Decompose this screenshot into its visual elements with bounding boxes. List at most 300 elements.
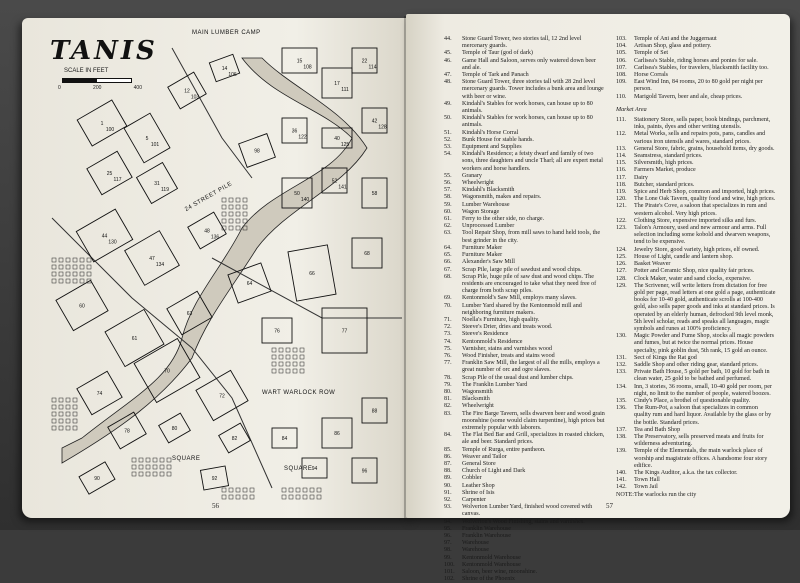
entry-text: Lumber Warehouse — [462, 201, 510, 208]
entry-number: 75. — [444, 345, 452, 352]
house-square — [153, 472, 157, 476]
entry-text: Saloon, beer wine, moonshine. — [462, 569, 538, 576]
entry-text: Equipment and Supplies — [462, 144, 522, 151]
entry-text: Wood Finisher, treats and stains wood — [462, 352, 555, 359]
key-column-right — [616, 36, 776, 499]
key-entry — [444, 533, 606, 540]
entry-number: 85. — [444, 446, 452, 453]
key-entry — [444, 468, 606, 475]
lot-number: 44 — [101, 233, 108, 240]
lot-number: 47 — [149, 256, 155, 262]
entry-number: 130. — [616, 333, 627, 340]
entry-text: Talon's Armoury, used and new armour and arms. Full selection including some kobold and dwarven weapons, tend to be expensive. — [634, 225, 771, 246]
house-square — [229, 495, 233, 499]
key-entry — [444, 79, 606, 101]
road-north — [172, 48, 252, 178]
entry-text: Alexander's Saw Mill — [462, 259, 515, 266]
house-square — [303, 495, 307, 499]
entry-text: Temple of the Elementals, the main warlock place of worship and magistrate offices. A handsome four story edifice. — [634, 448, 768, 469]
key-entry — [616, 58, 776, 65]
entry-number: 116. — [616, 167, 627, 174]
entry-text: Stationery Store, sells paper, book bindings, parchment, inks, paints, dyes and other writing utensils. — [634, 117, 771, 131]
key-entry — [444, 180, 606, 187]
key-entry — [616, 470, 776, 477]
house-square — [153, 458, 157, 462]
entry-text: Metal Works, sells and repairs pots, pans, candles and various iron utensils and wares, standard prices. — [634, 131, 766, 145]
key-entry — [444, 259, 606, 266]
house-square — [80, 258, 84, 262]
entry-number: 73. — [444, 331, 452, 338]
entry-text: Wheelwright — [462, 180, 494, 187]
house-square — [66, 412, 70, 416]
entry-text: Cindy's Place, a brothel of questionable quality. — [634, 397, 751, 404]
key-entry — [444, 295, 606, 302]
entry-text: Kentonmold Warehouse — [462, 561, 521, 568]
entry-number: 72. — [444, 324, 452, 331]
key-entry — [616, 72, 776, 79]
entry-number: 103. — [616, 36, 627, 42]
house-square — [52, 426, 56, 430]
lot-number: 17 — [334, 81, 340, 87]
entry-number: 83. — [444, 410, 452, 417]
entry-number: 138. — [616, 433, 627, 440]
house-square — [139, 472, 143, 476]
entry-text: Blacksmith — [462, 396, 490, 403]
river — [62, 58, 367, 463]
house-square — [167, 465, 171, 469]
entry-number: 136. — [616, 405, 627, 412]
house-square — [52, 265, 56, 269]
entry-text: Temple of Tark and Panach — [462, 72, 529, 79]
entry-number: 48. — [444, 79, 452, 86]
house-square — [80, 265, 84, 269]
house-square — [279, 369, 283, 373]
entry-text: The Preservatory, sells preserved meats and fruits for wilderness adventuring. — [634, 433, 764, 448]
lot-number: 68 — [364, 251, 370, 257]
key-entry — [444, 331, 606, 338]
key-entry — [444, 137, 606, 144]
key-entry — [616, 36, 776, 43]
lot-number: 78 — [124, 428, 130, 435]
house-square — [296, 488, 300, 492]
entry-number: 58. — [444, 194, 452, 201]
entry-text: Scrap Pile of the usual dust and lumber chips. — [462, 374, 574, 381]
key-entry — [444, 187, 606, 194]
key-entry — [444, 115, 606, 129]
entry-number: 81. — [444, 396, 452, 403]
house-square — [293, 348, 297, 352]
house-square — [279, 348, 283, 352]
key-entry — [616, 355, 776, 362]
house-square — [59, 258, 63, 262]
entry-text: Church of Light and Dark — [462, 468, 526, 475]
entry-number: 118. — [616, 181, 627, 188]
scale-bar — [62, 78, 132, 83]
house-square — [229, 205, 233, 209]
entry-number: 92. — [444, 497, 452, 503]
label-pile: 24 STREET PILE — [184, 181, 234, 213]
entry-text: Temple of Ani and the Juggernaut — [634, 36, 717, 42]
house-square — [146, 472, 150, 476]
house-square — [59, 265, 63, 269]
house-square — [229, 226, 233, 230]
entry-number: 67. — [444, 266, 452, 273]
entry-number: 102. — [444, 576, 455, 583]
key-entry — [444, 360, 606, 374]
entry-number: 68. — [444, 273, 452, 280]
entry-number: 127. — [616, 268, 627, 275]
entry-number: 63. — [444, 230, 452, 237]
entry-text: Franklin Warehouse — [462, 533, 511, 540]
entry-text: Kindahl's Residence; a feisty dwarf and family of two sons, three daughters and uncle Tharl; all are expert metal workers and horse handlers. — [462, 151, 604, 172]
entry-text: Wagon Storage — [462, 208, 500, 215]
house-square — [139, 465, 143, 469]
house-square — [229, 488, 233, 492]
house-square — [272, 362, 276, 366]
house-square — [73, 419, 77, 423]
lot-number: 70 — [164, 368, 170, 375]
house-square — [160, 472, 164, 476]
entry-number: 122. — [616, 217, 627, 224]
lot-number: 84 — [281, 436, 288, 442]
house-square — [303, 488, 307, 492]
house-square — [59, 405, 63, 409]
entry-text: General Store, fabric, grains, household items, dry goods. — [634, 145, 775, 152]
house-square — [73, 265, 77, 269]
entry-number: 54. — [444, 151, 452, 158]
lot-number: 58 — [371, 191, 378, 197]
right-page-key — [406, 14, 790, 583]
entry-text: Cobbler — [462, 475, 482, 482]
lot-number: 94 — [311, 466, 318, 472]
scale-ticks — [58, 85, 142, 91]
house-square — [146, 465, 150, 469]
lot-number: 60 — [79, 303, 85, 310]
scale-tick: 400 — [133, 85, 142, 91]
key-entry — [444, 432, 606, 446]
key-entry — [616, 427, 776, 434]
house-square — [80, 272, 84, 276]
entry-text: Kentonmold's Residence — [462, 338, 523, 345]
entry-number: 124. — [616, 246, 627, 253]
house-square — [236, 226, 240, 230]
key-entry — [444, 50, 606, 57]
house-square — [243, 198, 247, 202]
entry-text: Potter and Ceramic Shop, nice quality fair prices. — [634, 268, 755, 275]
house-square — [282, 488, 286, 492]
key-entry — [616, 448, 776, 470]
lot-number: 92 — [211, 476, 218, 482]
key-entry — [444, 36, 606, 50]
key-entry — [616, 218, 776, 225]
entry-number: 70. — [444, 302, 452, 309]
entry-text: Wolverton's Wood Finishing, stains and varnishes. — [462, 518, 585, 525]
key-entry — [444, 151, 606, 173]
entry-number: 133. — [616, 369, 627, 376]
lot-number: 82 — [231, 436, 238, 442]
scale-label: SCALE IN FEET — [64, 68, 109, 74]
house-square — [293, 369, 297, 373]
house-square — [222, 205, 226, 209]
entry-text: Steeve's Residence — [462, 331, 509, 338]
entry-text: Silversmith, high prices. — [634, 160, 694, 167]
house-square — [73, 258, 77, 262]
key-entry — [616, 131, 776, 145]
key-entry — [616, 65, 776, 72]
entry-text: Saddle Shop and other riding gear, standard prices. — [634, 361, 759, 368]
house-square — [59, 279, 63, 283]
key-entry — [444, 202, 606, 209]
lot-number: 106 — [228, 72, 237, 78]
entry-text: Tea and Bath Shop — [634, 426, 681, 433]
key-entry — [444, 555, 606, 562]
house-square — [73, 426, 77, 430]
key-entry — [616, 484, 776, 491]
entry-number: 44. — [444, 36, 452, 42]
house-square — [229, 198, 233, 202]
key-entry — [616, 79, 776, 93]
lot-number: 80 — [171, 426, 178, 432]
lot-number: 130 — [108, 239, 117, 246]
lot-number: 114 — [368, 64, 377, 71]
lot-number: 77 — [341, 328, 348, 335]
entry-text: Butcher, standard prices. — [634, 181, 695, 188]
lot-number: 5 — [145, 136, 149, 142]
lot-number: 88 — [371, 408, 378, 415]
page-number-right: 57 — [606, 502, 613, 510]
house-square — [300, 348, 304, 352]
entry-number: 111. — [616, 117, 627, 124]
key-entry — [444, 317, 606, 324]
key-entry — [616, 50, 776, 57]
lot-number: 72 — [219, 393, 225, 400]
entry-text: Noella's Furniture, high quality. — [462, 316, 540, 323]
house-square — [243, 495, 247, 499]
house-square — [289, 495, 293, 499]
entry-text: Wagonsmith — [462, 388, 493, 395]
house-square — [272, 355, 276, 359]
label-square-east: SQUARE — [284, 466, 313, 472]
entry-number: 93. — [444, 504, 452, 511]
key-entry — [444, 526, 606, 533]
entry-text: Shrine of Isis — [462, 489, 495, 496]
entry-text: Kentonmold Warehouse — [462, 554, 521, 561]
entry-text: Carlisea's Stables, for travelers, blacksmith facility too. — [634, 64, 769, 71]
lot-number: 36 — [291, 128, 298, 135]
key-entry — [616, 160, 776, 167]
key-entry — [444, 303, 606, 317]
entry-number: 109. — [616, 79, 627, 86]
entry-text: General Store — [462, 460, 496, 467]
entry-number: 105. — [616, 50, 627, 57]
entry-number: 117. — [616, 174, 627, 181]
entry-text: Varnisher, stains and varnishes wood — [462, 345, 552, 352]
key-entry — [444, 194, 606, 201]
key-entry — [616, 333, 776, 355]
key-entry — [444, 274, 606, 296]
house-square — [250, 495, 254, 499]
key-entry — [444, 562, 606, 569]
lot-number: 40 — [334, 136, 340, 142]
entry-text: Carlisea's Stable, riding horses and ponies for sale. — [634, 57, 758, 64]
key-entry — [444, 490, 606, 497]
house-square — [59, 398, 63, 402]
entry-text: Kindahl's Horse Corral — [462, 129, 519, 136]
entry-text: Stone Guard Tower, two stories tall, 12 2nd level mercenary guards. — [462, 36, 582, 50]
label-warlock-row: WART WARLOCK ROW — [262, 390, 336, 396]
lot-number: 14 — [221, 66, 228, 72]
entry-number: 119. — [616, 189, 627, 196]
house-square — [73, 272, 77, 276]
label-square-west: SQUARE — [172, 456, 201, 462]
entry-number: 129. — [616, 282, 627, 289]
entry-number: 82. — [444, 403, 452, 410]
entry-text: Carpenter — [462, 497, 487, 503]
key-entry — [444, 382, 606, 389]
entry-text: Steeve's Drier, dries and treats wood. — [462, 324, 553, 331]
house-square — [243, 205, 247, 209]
entry-text: House of Light, candle and lantern shop. — [634, 253, 734, 260]
lot-number: 86 — [334, 431, 340, 437]
key-entry — [444, 519, 606, 526]
entry-number: 125. — [616, 253, 627, 260]
house-square — [59, 419, 63, 423]
house-square — [236, 205, 240, 209]
entry-text: Furniture Maker — [462, 252, 503, 259]
key-entry — [444, 454, 606, 461]
key-entry — [444, 173, 606, 180]
key-entry — [444, 403, 606, 410]
key-entry — [616, 196, 776, 203]
lot-number: 101 — [150, 142, 160, 148]
key-entry — [444, 72, 606, 79]
lot-number: 12 — [184, 88, 190, 95]
house-square — [52, 398, 56, 402]
entry-text: Shrine of the Phoenix — [462, 576, 515, 583]
house-square — [59, 412, 63, 416]
lot-number: 122 — [298, 134, 307, 141]
key-entry — [444, 209, 606, 216]
entry-number: 99. — [444, 554, 452, 561]
key-entry — [444, 547, 606, 554]
key-entries-top — [616, 36, 776, 101]
entry-number: 60. — [444, 208, 452, 215]
key-entry — [616, 254, 776, 261]
house-square — [272, 369, 276, 373]
house-square — [296, 495, 300, 499]
key-entry — [444, 375, 606, 382]
open-book — [22, 10, 790, 583]
key-entry — [616, 117, 776, 131]
house-square — [243, 488, 247, 492]
entry-text: East Wind Inn, 84 rooms, 20 to 80 gold per night per person. — [634, 79, 763, 93]
entry-text: The Kings Auditor, a.k.a. the tax collector. — [634, 469, 738, 476]
entry-number: 80. — [444, 388, 452, 395]
house-square — [272, 348, 276, 352]
key-entry — [444, 389, 606, 396]
house-square — [229, 212, 233, 216]
house-square — [66, 272, 70, 276]
lot-number: 42 — [371, 118, 378, 125]
entry-text: Kentonmold's Saw Mill, employs many slaves. — [462, 295, 577, 302]
house-square — [160, 458, 164, 462]
key-entry — [616, 146, 776, 153]
house-square — [146, 458, 150, 462]
entry-number: 141. — [616, 477, 627, 484]
key-entry — [444, 576, 606, 583]
key-entry — [616, 477, 776, 484]
lot-number: 64 — [246, 281, 253, 287]
key-entry — [444, 447, 606, 454]
entry-number: 97. — [444, 540, 452, 547]
left-page-map — [22, 18, 414, 518]
house-square — [293, 362, 297, 366]
entry-text: Horse Corrals — [634, 72, 669, 79]
entry-number: 106. — [616, 57, 627, 64]
entry-text: Town Jail — [634, 484, 658, 491]
entry-number: 120. — [616, 196, 627, 203]
key-entry — [444, 396, 606, 403]
entry-number: 57. — [444, 187, 452, 194]
entry-number: 71. — [444, 316, 452, 323]
house-square — [222, 212, 226, 216]
entry-text: Town Hall — [634, 477, 660, 484]
entry-number: 134. — [616, 383, 627, 390]
house-square — [243, 212, 247, 216]
entry-text: Unprocessed Lumber — [462, 223, 515, 230]
lot-number: 61 — [131, 336, 138, 342]
entry-text: Franklin Saw Mill, the largest of all the mills, employs a great number of orc and ogre slaves. — [462, 360, 600, 374]
entry-text: Spice and Herb Shop, common and imported, high prices. — [634, 189, 776, 196]
entry-number: 100. — [444, 561, 455, 568]
entry-number: 131. — [616, 354, 627, 361]
entry-number: 77. — [444, 360, 452, 367]
entry-text: The Pirate's Cove, a saloon that specializes in rum and western alcohol. Very high prices. — [634, 203, 767, 217]
entry-text: Tool Repair Shop, from mill saws to hand held tools, the best grinder in the city. — [462, 230, 601, 244]
entry-number: NOTE: — [616, 491, 634, 498]
house-square — [52, 258, 56, 262]
lot-number: 31 — [154, 181, 160, 187]
house-square — [59, 426, 63, 430]
house-square — [236, 198, 240, 202]
entry-text: The Rum-Pot, a saloon that specializes in common quality rum and hard liquor. Available by the glass or by the bottle. Standard prices. — [634, 405, 772, 426]
house-square — [66, 279, 70, 283]
lot-number: 128 — [378, 124, 387, 131]
entry-number: 62. — [444, 223, 452, 230]
house-square — [52, 272, 56, 276]
entry-text: Game Hall and Saloon, serves only watered down beer and ale. — [462, 57, 596, 71]
entry-number: 101. — [444, 569, 455, 576]
entry-number: 110. — [616, 93, 627, 100]
entry-number: 74. — [444, 338, 452, 345]
key-entry — [616, 225, 776, 247]
entry-number: 132. — [616, 361, 627, 368]
lot-number: 141 — [338, 184, 347, 191]
entry-text: Jewelry Store, good variety, high prices, elf owned. — [634, 246, 760, 253]
lot-number: 52 — [331, 178, 338, 185]
entry-number: 76. — [444, 352, 452, 359]
lot-number: 50 — [294, 191, 300, 197]
page-number-left: 56 — [212, 502, 219, 510]
house-square — [59, 272, 63, 276]
entry-number: 98. — [444, 547, 452, 554]
key-column-left — [444, 36, 606, 583]
key-entry — [616, 247, 776, 254]
key-entry — [444, 339, 606, 346]
entry-text: Leather Shop — [462, 482, 495, 489]
key-entry — [444, 267, 606, 274]
entry-number: 115. — [616, 160, 627, 167]
